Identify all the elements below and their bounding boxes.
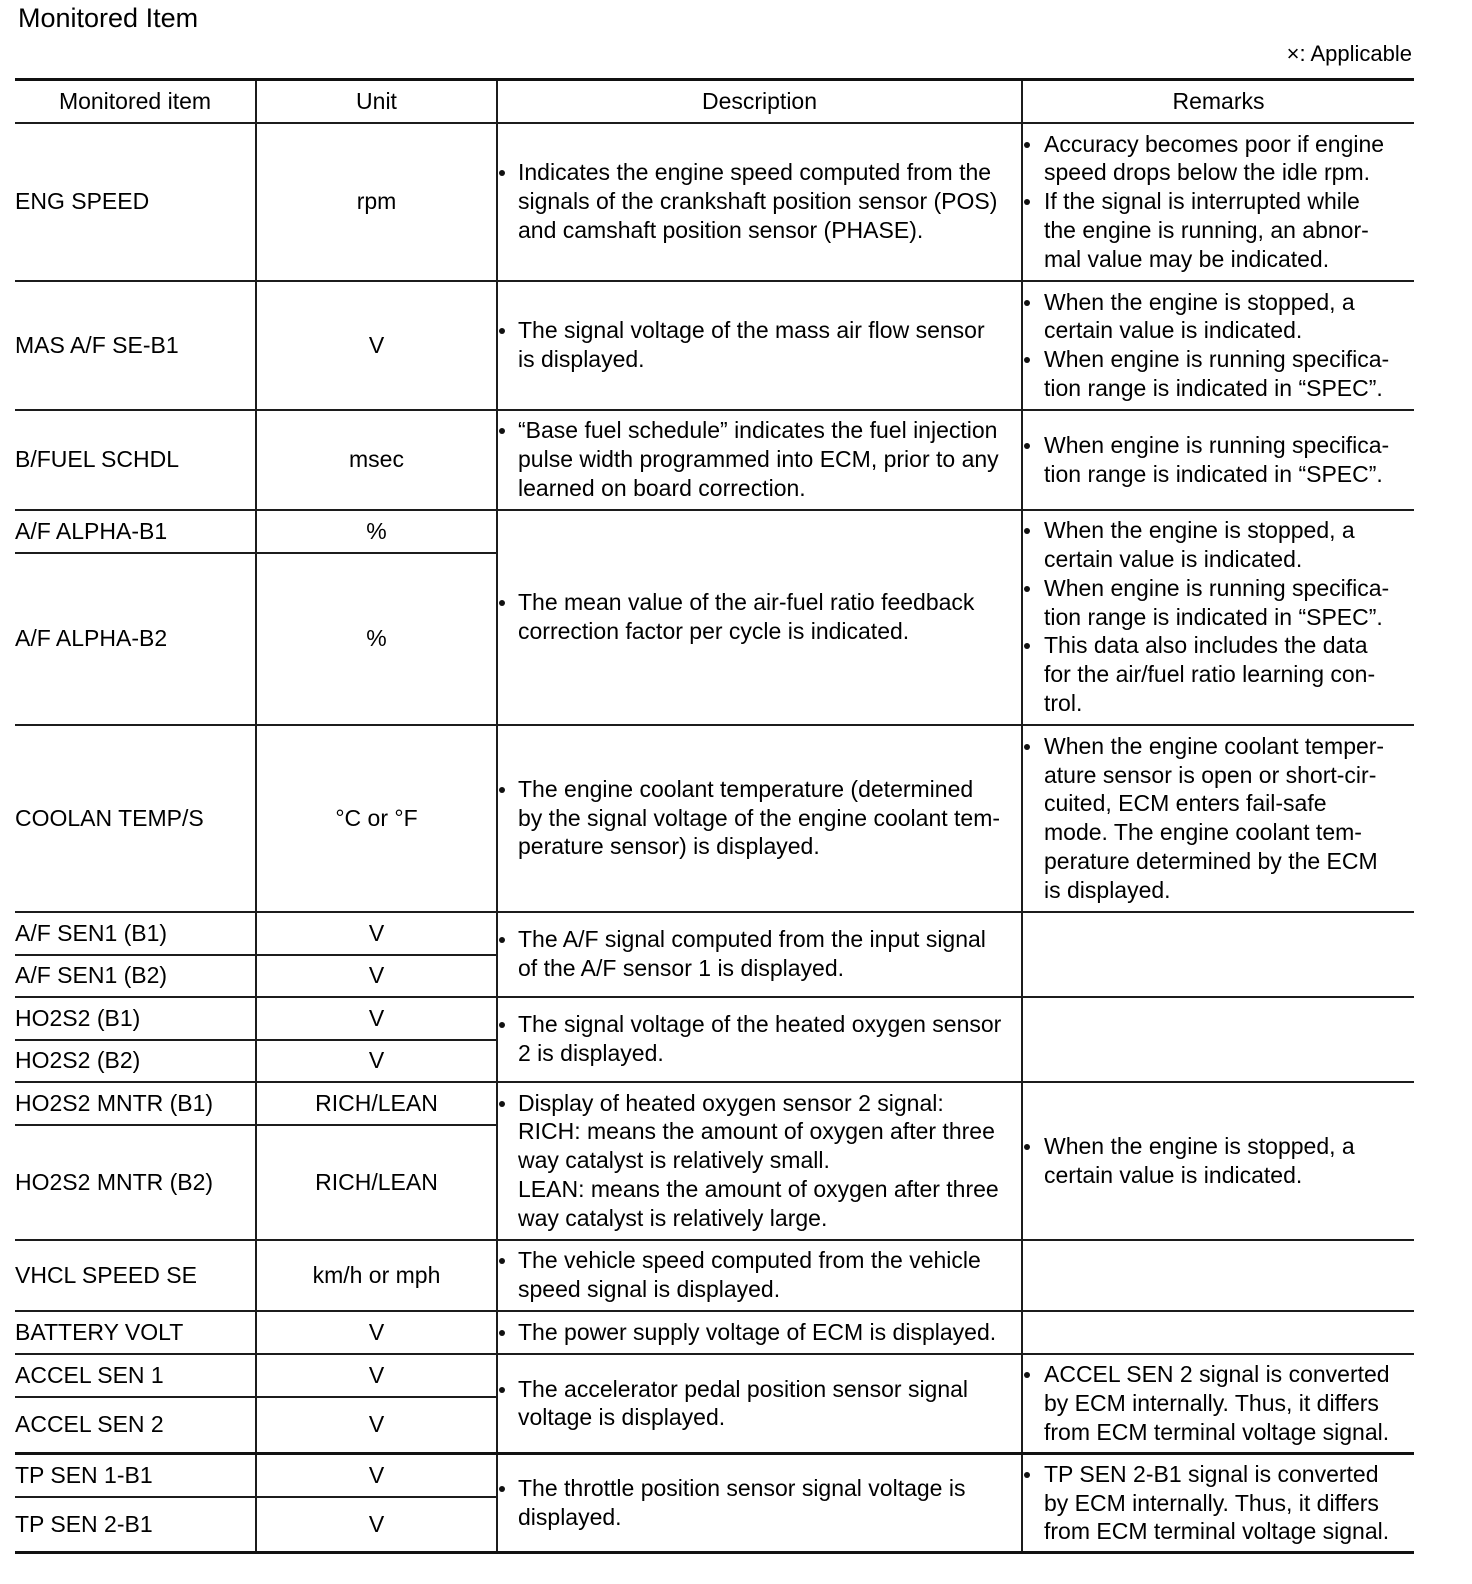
bullet-icon [498, 1474, 518, 1503]
bullet-icon [498, 1246, 518, 1275]
monitored-item-cell: HO2S2 MNTR (B2) [15, 1125, 256, 1240]
bullet-text: The mean value of the air-fuel ratio feedback correction factor per cycle is indicated. [518, 589, 975, 644]
unit-cell: V [256, 281, 497, 410]
bullet-item [498, 316, 1021, 374]
bullet-text: When engine is running specifica- tion range is indicated in “SPEC”. [1044, 431, 1390, 487]
applicable-legend: ×: Applicable [1286, 41, 1412, 66]
bullet-text: Accuracy becomes poor if engine speed drops below the idle rpm. [1044, 130, 1385, 186]
bullet-text: When the engine is stopped, a certain value is indicated. [1044, 517, 1355, 573]
bullet-item [1023, 1360, 1414, 1446]
bullet-icon [498, 1375, 518, 1404]
monitored-item-cell: A/F SEN1 (B1) [15, 912, 256, 955]
header-unit: Unit [256, 80, 497, 123]
description-cell [497, 123, 1022, 281]
description-cell [497, 1240, 1022, 1311]
unit-cell: rpm [256, 123, 497, 281]
monitored-item-cell: A/F SEN1 (B2) [15, 955, 256, 997]
header-monitored-item: Monitored item [15, 80, 256, 123]
bullet-text: Display of heated oxygen sensor 2 signal: RICH: means the amount of oxygen after three way catalyst is relatively small. LEAN: means the amount of oxygen after three way catalyst is relatively large. [518, 1089, 999, 1231]
remarks-cell [1022, 281, 1414, 410]
monitored-item-cell: VHCL SPEED SE [15, 1240, 256, 1311]
bullet-text: The signal voltage of the heated oxygen sensor 2 is displayed. [518, 1011, 1002, 1066]
unit-cell: V [256, 997, 497, 1040]
bullet-text: The throttle position sensor signal voltage is displayed. [518, 1475, 966, 1530]
remarks-cell [1022, 410, 1414, 510]
header-description: Description [497, 80, 1022, 123]
table-row [15, 1454, 1414, 1497]
monitored-item-cell: COOLAN TEMP/S [15, 725, 256, 912]
monitored-item-table [15, 78, 1414, 1554]
monitored-item-cell: A/F ALPHA-B1 [15, 510, 256, 553]
unit-cell: V [256, 1497, 497, 1553]
bullet-icon [498, 158, 518, 187]
header-remarks: Remarks [1022, 80, 1414, 123]
table-row [15, 410, 1414, 510]
bullet-text: When the engine coolant temper- ature sensor is open or short-cir- cuited, ECM enters fail-safe mode. The engine coolant tem- perature determined by the ECM is displayed. [1044, 732, 1385, 903]
bullet-item [1023, 516, 1414, 574]
unit-cell: V [256, 1354, 497, 1397]
unit-cell: V [256, 1454, 497, 1497]
table-row [15, 1311, 1414, 1354]
monitored-item-cell: A/F ALPHA-B2 [15, 553, 256, 725]
bullet-item [1023, 1132, 1414, 1190]
unit-cell: V [256, 1311, 497, 1354]
bullet-icon [498, 1010, 518, 1039]
bullet-icon [1023, 1132, 1044, 1161]
bullet-text: The power supply voltage of ECM is displayed. [518, 1318, 997, 1345]
unit-cell: RICH/LEAN [256, 1125, 497, 1240]
bullet-item [1023, 574, 1414, 632]
bullet-icon [1023, 516, 1044, 545]
table-row [15, 123, 1414, 281]
remarks-cell [1022, 725, 1414, 912]
bullet-icon [498, 775, 518, 804]
bullet-icon [1023, 1360, 1044, 1389]
unit-cell: % [256, 553, 497, 725]
bullet-item [1023, 130, 1414, 188]
monitored-item-cell: HO2S2 (B1) [15, 997, 256, 1040]
monitored-item-cell: ENG SPEED [15, 123, 256, 281]
bullet-text: The A/F signal computed from the input signal of the A/F sensor 1 is displayed. [518, 926, 986, 981]
remarks-cell [1022, 997, 1414, 1082]
bullet-icon [1023, 1460, 1044, 1489]
bullet-icon [1023, 631, 1044, 660]
remarks-cell [1022, 1311, 1414, 1354]
remarks-cell [1022, 1240, 1414, 1311]
bullet-text: The accelerator pedal position sensor signal voltage is displayed. [518, 1375, 969, 1431]
bullet-icon [1023, 345, 1044, 374]
bullet-icon [498, 316, 518, 345]
bullet-icon [1023, 431, 1044, 460]
bullet-icon [498, 925, 518, 954]
bullet-text: ACCEL SEN 2 signal is converted by ECM internally. Thus, it differs from ECM terminal voltage signal. [1044, 1361, 1390, 1445]
bullet-icon [1023, 288, 1044, 317]
bullet-icon [1023, 187, 1044, 216]
bullet-item [1023, 288, 1414, 346]
bullet-text: The vehicle speed computed from the vehicle speed signal is displayed. [518, 1247, 981, 1302]
monitored-item-cell: HO2S2 (B2) [15, 1040, 256, 1082]
description-cell [497, 410, 1022, 510]
bullet-text: TP SEN 2-B1 signal is converted by ECM internally. Thus, it differs from ECM terminal voltage signal. [1044, 1460, 1390, 1545]
table-row [15, 1354, 1414, 1397]
bullet-item [1023, 345, 1414, 403]
bullet-item [498, 1010, 1021, 1068]
bullet-item [498, 158, 1021, 244]
monitored-item-cell: BATTERY VOLT [15, 1311, 256, 1354]
bullet-icon [498, 416, 518, 445]
monitored-item-cell: ACCEL SEN 1 [15, 1354, 256, 1397]
table-row [15, 997, 1414, 1040]
remarks-cell [1022, 1354, 1414, 1454]
bullet-icon [1023, 130, 1044, 159]
bullet-text: When engine is running specifica- tion range is indicated in “SPEC”. [1044, 346, 1390, 401]
unit-cell: RICH/LEAN [256, 1082, 497, 1125]
bullet-item [498, 1474, 1021, 1532]
page-title: Monitored Item [18, 3, 199, 33]
remarks-cell [1022, 123, 1414, 281]
monitored-item-cell: ACCEL SEN 2 [15, 1397, 256, 1454]
table-row [15, 912, 1414, 955]
bullet-text: “Base fuel schedule” indicates the fuel injection pulse width programmed into ECM, prior to any learned on board correction. [518, 417, 999, 501]
description-cell [497, 725, 1022, 912]
monitored-item-cell: TP SEN 1-B1 [15, 1454, 256, 1497]
bullet-text: This data also includes the data for the air/fuel ratio learning con- trol. [1044, 632, 1376, 716]
table-row [15, 725, 1414, 912]
unit-cell: V [256, 955, 497, 997]
bullet-item [498, 925, 1021, 983]
description-cell [497, 1082, 1022, 1240]
bullet-item [1023, 431, 1414, 489]
bullet-item [498, 1246, 1021, 1304]
monitored-item-cell: B/FUEL SCHDL [15, 410, 256, 510]
description-cell [497, 1454, 1022, 1553]
bullet-text: When the engine is stopped, a certain value is indicated. [1044, 288, 1355, 344]
unit-cell: msec [256, 410, 497, 510]
bullet-icon [498, 1318, 518, 1347]
bullet-item [498, 1089, 1021, 1233]
unit-cell: V [256, 912, 497, 955]
monitored-item-cell: TP SEN 2-B1 [15, 1497, 256, 1553]
bullet-item [498, 775, 1021, 861]
description-cell [497, 912, 1022, 997]
bullet-text: When engine is running specifica- tion range is indicated in “SPEC”. [1044, 574, 1390, 630]
table-row [15, 281, 1414, 410]
monitored-item-cell: HO2S2 MNTR (B1) [15, 1082, 256, 1125]
remarks-cell [1022, 1454, 1414, 1553]
bullet-icon [498, 1089, 518, 1118]
monitored-item-cell: MAS A/F SE-B1 [15, 281, 256, 410]
bullet-item [1023, 631, 1414, 717]
unit-cell: V [256, 1397, 497, 1454]
table-row [15, 1082, 1414, 1125]
description-cell [497, 510, 1022, 725]
bullet-item [1023, 187, 1414, 273]
bullet-icon [498, 588, 518, 617]
bullet-item [498, 416, 1021, 502]
remarks-cell [1022, 912, 1414, 997]
bullet-text: If the signal is interrupted while the engine is running, an abnor- mal value may be indicated. [1044, 188, 1369, 272]
description-cell [497, 1311, 1022, 1354]
table-row [15, 510, 1414, 553]
header-row [15, 80, 1414, 123]
bullet-item [1023, 732, 1414, 905]
bullet-item [498, 588, 1021, 646]
table-row [15, 1240, 1414, 1311]
bullet-icon [1023, 732, 1044, 761]
bullet-icon [1023, 574, 1044, 603]
bullet-text: The engine coolant temperature (determined by the signal voltage of the engine coolant tem- perature sensor) is displayed. [518, 775, 1001, 860]
unit-cell: km/h or mph [256, 1240, 497, 1311]
bullet-text: The signal voltage of the mass air flow sensor is displayed. [518, 317, 985, 372]
bullet-item [498, 1318, 1021, 1347]
bullet-item [1023, 1460, 1414, 1546]
description-cell [497, 1354, 1022, 1454]
bullet-text: When the engine is stopped, a certain value is indicated. [1044, 1132, 1355, 1188]
description-cell [497, 281, 1022, 410]
bullet-item [498, 1375, 1021, 1433]
remarks-cell [1022, 510, 1414, 725]
bullet-text: Indicates the engine speed computed from the signals of the crankshaft position sensor (POS) and camshaft position sensor (PHASE). [518, 159, 998, 243]
unit-cell: V [256, 1040, 497, 1082]
unit-cell: % [256, 510, 497, 553]
unit-cell: °C or °F [256, 725, 497, 912]
remarks-cell [1022, 1082, 1414, 1240]
description-cell [497, 997, 1022, 1082]
